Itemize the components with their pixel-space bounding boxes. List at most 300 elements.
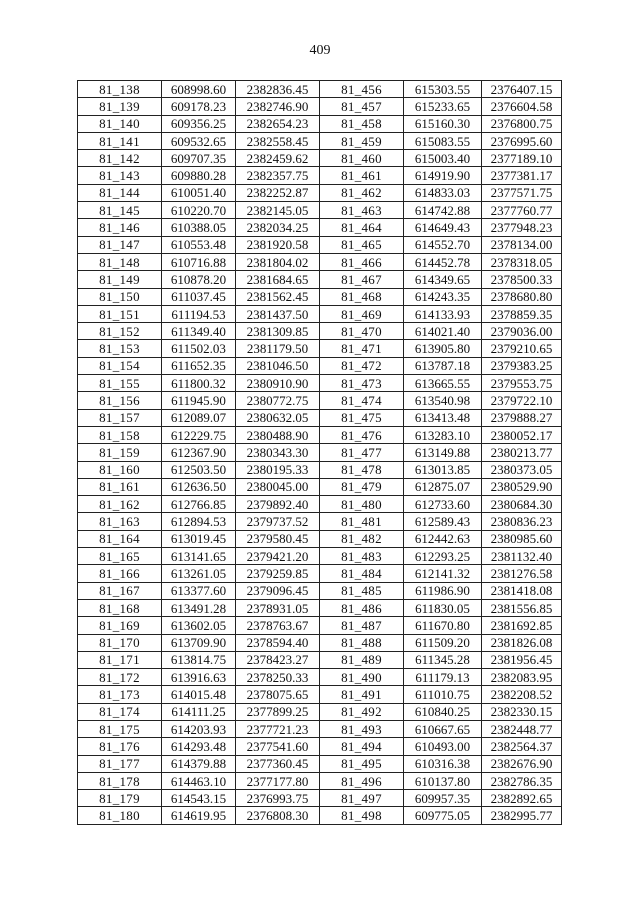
x-coord-left-cell: 613602.05 <box>162 617 236 634</box>
y-coord-left-cell: 2378250.33 <box>236 669 320 686</box>
table-row <box>78 530 562 547</box>
x-coord-left-cell: 611502.03 <box>162 340 236 357</box>
point-id-right-cell: 81_481 <box>320 513 404 530</box>
point-id-right-cell: 81_486 <box>320 599 404 616</box>
x-coord-right-cell: 613787.18 <box>404 357 482 374</box>
y-coord-right-cell: 2376604.58 <box>482 98 562 115</box>
table-row <box>78 565 562 582</box>
y-coord-left-cell: 2381804.02 <box>236 253 320 270</box>
y-coord-left-cell: 2380195.33 <box>236 461 320 478</box>
x-coord-left-cell: 610220.70 <box>162 202 236 219</box>
y-coord-left-cell: 2379259.85 <box>236 565 320 582</box>
table-row <box>78 202 562 219</box>
table-row <box>78 340 562 357</box>
x-coord-right-cell: 609775.05 <box>404 807 482 824</box>
point-id-left-cell: 81_168 <box>78 599 162 616</box>
point-id-right-cell: 81_483 <box>320 548 404 565</box>
point-id-left-cell: 81_147 <box>78 236 162 253</box>
point-id-left-cell: 81_163 <box>78 513 162 530</box>
point-id-right-cell: 81_498 <box>320 807 404 824</box>
point-id-left-cell: 81_172 <box>78 669 162 686</box>
x-coord-left-cell: 612089.07 <box>162 409 236 426</box>
point-id-right-cell: 81_474 <box>320 392 404 409</box>
y-coord-left-cell: 2381562.45 <box>236 288 320 305</box>
y-coord-right-cell: 2379383.25 <box>482 357 562 374</box>
y-coord-right-cell: 2381418.08 <box>482 582 562 599</box>
y-coord-left-cell: 2378075.65 <box>236 686 320 703</box>
point-id-right-cell: 81_490 <box>320 669 404 686</box>
table-row <box>78 323 562 340</box>
y-coord-right-cell: 2376800.75 <box>482 115 562 132</box>
x-coord-left-cell: 608998.60 <box>162 81 236 98</box>
y-coord-left-cell: 2379580.45 <box>236 530 320 547</box>
point-id-left-cell: 81_178 <box>78 772 162 789</box>
table-row <box>78 669 562 686</box>
y-coord-right-cell: 2380213.77 <box>482 444 562 461</box>
y-coord-left-cell: 2378423.27 <box>236 651 320 668</box>
point-id-left-cell: 81_166 <box>78 565 162 582</box>
x-coord-left-cell: 612894.53 <box>162 513 236 530</box>
y-coord-left-cell: 2382357.75 <box>236 167 320 184</box>
x-coord-left-cell: 614619.95 <box>162 807 236 824</box>
point-id-right-cell: 81_461 <box>320 167 404 184</box>
point-id-right-cell: 81_478 <box>320 461 404 478</box>
x-coord-right-cell: 610840.25 <box>404 703 482 720</box>
y-coord-left-cell: 2380343.30 <box>236 444 320 461</box>
table-row <box>78 236 562 253</box>
x-coord-right-cell: 612589.43 <box>404 513 482 530</box>
y-coord-right-cell: 2382676.90 <box>482 755 562 772</box>
y-coord-left-cell: 2378931.05 <box>236 599 320 616</box>
x-coord-right-cell: 615160.30 <box>404 115 482 132</box>
y-coord-right-cell: 2380052.17 <box>482 426 562 443</box>
page-number: 409 <box>309 43 331 58</box>
point-id-left-cell: 81_162 <box>78 496 162 513</box>
coordinate-table <box>77 80 562 825</box>
point-id-right-cell: 81_475 <box>320 409 404 426</box>
point-id-right-cell: 81_470 <box>320 323 404 340</box>
point-id-left-cell: 81_176 <box>78 738 162 755</box>
table-row <box>78 81 562 98</box>
point-id-right-cell: 81_464 <box>320 219 404 236</box>
x-coord-right-cell: 611179.13 <box>404 669 482 686</box>
y-coord-left-cell: 2380772.75 <box>236 392 320 409</box>
y-coord-right-cell: 2377381.17 <box>482 167 562 184</box>
y-coord-right-cell: 2379888.27 <box>482 409 562 426</box>
x-coord-left-cell: 609356.25 <box>162 115 236 132</box>
x-coord-right-cell: 611010.75 <box>404 686 482 703</box>
x-coord-left-cell: 614463.10 <box>162 772 236 789</box>
x-coord-left-cell: 611800.32 <box>162 375 236 392</box>
y-coord-right-cell: 2378500.33 <box>482 271 562 288</box>
y-coord-right-cell: 2378134.00 <box>482 236 562 253</box>
y-coord-right-cell: 2376995.60 <box>482 132 562 149</box>
x-coord-right-cell: 614452.78 <box>404 253 482 270</box>
point-id-right-cell: 81_477 <box>320 444 404 461</box>
point-id-left-cell: 81_169 <box>78 617 162 634</box>
x-coord-left-cell: 612636.50 <box>162 478 236 495</box>
point-id-left-cell: 81_159 <box>78 444 162 461</box>
table-row <box>78 582 562 599</box>
x-coord-left-cell: 611194.53 <box>162 305 236 322</box>
coordinate-table-body <box>78 81 562 825</box>
y-coord-right-cell: 2379210.65 <box>482 340 562 357</box>
point-id-right-cell: 81_473 <box>320 375 404 392</box>
y-coord-right-cell: 2376407.15 <box>482 81 562 98</box>
y-coord-left-cell: 2381684.65 <box>236 271 320 288</box>
point-id-right-cell: 81_496 <box>320 772 404 789</box>
y-coord-left-cell: 2379096.45 <box>236 582 320 599</box>
y-coord-right-cell: 2377189.10 <box>482 150 562 167</box>
table-row <box>78 790 562 807</box>
point-id-left-cell: 81_165 <box>78 548 162 565</box>
x-coord-right-cell: 614649.43 <box>404 219 482 236</box>
table-row <box>78 253 562 270</box>
x-coord-right-cell: 611670.80 <box>404 617 482 634</box>
point-id-left-cell: 81_180 <box>78 807 162 824</box>
y-coord-left-cell: 2379892.40 <box>236 496 320 513</box>
x-coord-right-cell: 614133.93 <box>404 305 482 322</box>
y-coord-right-cell: 2380836.23 <box>482 513 562 530</box>
y-coord-right-cell: 2378318.05 <box>482 253 562 270</box>
y-coord-right-cell: 2382892.65 <box>482 790 562 807</box>
point-id-right-cell: 81_459 <box>320 132 404 149</box>
table-row <box>78 478 562 495</box>
y-coord-right-cell: 2380684.30 <box>482 496 562 513</box>
x-coord-right-cell: 615083.55 <box>404 132 482 149</box>
table-row <box>78 772 562 789</box>
x-coord-left-cell: 610388.05 <box>162 219 236 236</box>
x-coord-right-cell: 613540.98 <box>404 392 482 409</box>
x-coord-right-cell: 611830.05 <box>404 599 482 616</box>
point-id-left-cell: 81_160 <box>78 461 162 478</box>
table-row <box>78 132 562 149</box>
y-coord-left-cell: 2380488.90 <box>236 426 320 443</box>
point-id-left-cell: 81_140 <box>78 115 162 132</box>
x-coord-left-cell: 613491.28 <box>162 599 236 616</box>
y-coord-left-cell: 2382654.23 <box>236 115 320 132</box>
y-coord-left-cell: 2376993.75 <box>236 790 320 807</box>
y-coord-right-cell: 2378680.80 <box>482 288 562 305</box>
x-coord-right-cell: 614742.88 <box>404 202 482 219</box>
table-row <box>78 288 562 305</box>
point-id-left-cell: 81_145 <box>78 202 162 219</box>
x-coord-right-cell: 610316.38 <box>404 755 482 772</box>
point-id-right-cell: 81_479 <box>320 478 404 495</box>
x-coord-left-cell: 610051.40 <box>162 184 236 201</box>
point-id-right-cell: 81_476 <box>320 426 404 443</box>
y-coord-right-cell: 2382330.15 <box>482 703 562 720</box>
y-coord-right-cell: 2377760.77 <box>482 202 562 219</box>
y-coord-right-cell: 2382995.77 <box>482 807 562 824</box>
table-row <box>78 513 562 530</box>
point-id-left-cell: 81_155 <box>78 375 162 392</box>
y-coord-left-cell: 2378594.40 <box>236 634 320 651</box>
y-coord-left-cell: 2382034.25 <box>236 219 320 236</box>
point-id-left-cell: 81_179 <box>78 790 162 807</box>
point-id-right-cell: 81_466 <box>320 253 404 270</box>
x-coord-left-cell: 613019.45 <box>162 530 236 547</box>
x-coord-right-cell: 611509.20 <box>404 634 482 651</box>
y-coord-right-cell: 2379553.75 <box>482 375 562 392</box>
x-coord-right-cell: 613665.55 <box>404 375 482 392</box>
table-row <box>78 617 562 634</box>
y-coord-right-cell: 2379722.10 <box>482 392 562 409</box>
y-coord-left-cell: 2381920.58 <box>236 236 320 253</box>
x-coord-left-cell: 613916.63 <box>162 669 236 686</box>
x-coord-right-cell: 615303.55 <box>404 81 482 98</box>
table-row <box>78 184 562 201</box>
y-coord-left-cell: 2380632.05 <box>236 409 320 426</box>
point-id-left-cell: 81_146 <box>78 219 162 236</box>
x-coord-right-cell: 610137.80 <box>404 772 482 789</box>
point-id-left-cell: 81_142 <box>78 150 162 167</box>
table-row <box>78 703 562 720</box>
point-id-right-cell: 81_493 <box>320 720 404 737</box>
table-row <box>78 219 562 236</box>
y-coord-left-cell: 2381046.50 <box>236 357 320 374</box>
x-coord-left-cell: 613261.05 <box>162 565 236 582</box>
table-row <box>78 392 562 409</box>
x-coord-right-cell: 614021.40 <box>404 323 482 340</box>
point-id-left-cell: 81_141 <box>78 132 162 149</box>
x-coord-right-cell: 611345.28 <box>404 651 482 668</box>
table-row <box>78 98 562 115</box>
x-coord-left-cell: 609880.28 <box>162 167 236 184</box>
y-coord-right-cell: 2382083.95 <box>482 669 562 686</box>
point-id-left-cell: 81_151 <box>78 305 162 322</box>
x-coord-left-cell: 614111.25 <box>162 703 236 720</box>
x-coord-right-cell: 609957.35 <box>404 790 482 807</box>
point-id-right-cell: 81_489 <box>320 651 404 668</box>
x-coord-right-cell: 614243.35 <box>404 288 482 305</box>
y-coord-left-cell: 2379421.20 <box>236 548 320 565</box>
x-coord-left-cell: 612503.50 <box>162 461 236 478</box>
table-row <box>78 375 562 392</box>
x-coord-right-cell: 612141.32 <box>404 565 482 582</box>
point-id-right-cell: 81_495 <box>320 755 404 772</box>
y-coord-left-cell: 2377177.80 <box>236 772 320 789</box>
point-id-right-cell: 81_458 <box>320 115 404 132</box>
x-coord-left-cell: 614293.48 <box>162 738 236 755</box>
point-id-right-cell: 81_480 <box>320 496 404 513</box>
y-coord-right-cell: 2382564.37 <box>482 738 562 755</box>
point-id-right-cell: 81_472 <box>320 357 404 374</box>
table-row <box>78 305 562 322</box>
point-id-right-cell: 81_482 <box>320 530 404 547</box>
point-id-left-cell: 81_148 <box>78 253 162 270</box>
y-coord-left-cell: 2377360.45 <box>236 755 320 772</box>
x-coord-left-cell: 614015.48 <box>162 686 236 703</box>
point-id-left-cell: 81_144 <box>78 184 162 201</box>
point-id-right-cell: 81_494 <box>320 738 404 755</box>
x-coord-left-cell: 612229.75 <box>162 426 236 443</box>
point-id-left-cell: 81_161 <box>78 478 162 495</box>
point-id-right-cell: 81_456 <box>320 81 404 98</box>
table-row <box>78 807 562 824</box>
x-coord-right-cell: 612442.63 <box>404 530 482 547</box>
x-coord-left-cell: 613709.90 <box>162 634 236 651</box>
point-id-right-cell: 81_465 <box>320 236 404 253</box>
point-id-left-cell: 81_177 <box>78 755 162 772</box>
point-id-left-cell: 81_149 <box>78 271 162 288</box>
point-id-right-cell: 81_457 <box>320 98 404 115</box>
x-coord-right-cell: 610493.00 <box>404 738 482 755</box>
x-coord-right-cell: 612733.60 <box>404 496 482 513</box>
point-id-left-cell: 81_174 <box>78 703 162 720</box>
x-coord-left-cell: 613814.75 <box>162 651 236 668</box>
x-coord-left-cell: 614379.88 <box>162 755 236 772</box>
y-coord-right-cell: 2381276.58 <box>482 565 562 582</box>
table-row <box>78 115 562 132</box>
point-id-left-cell: 81_152 <box>78 323 162 340</box>
y-coord-right-cell: 2380985.60 <box>482 530 562 547</box>
y-coord-left-cell: 2380045.00 <box>236 478 320 495</box>
table-row <box>78 755 562 772</box>
y-coord-right-cell: 2378859.35 <box>482 305 562 322</box>
point-id-left-cell: 81_157 <box>78 409 162 426</box>
x-coord-left-cell: 609707.35 <box>162 150 236 167</box>
x-coord-left-cell: 611945.90 <box>162 392 236 409</box>
y-coord-right-cell: 2381956.45 <box>482 651 562 668</box>
point-id-right-cell: 81_463 <box>320 202 404 219</box>
x-coord-left-cell: 614543.15 <box>162 790 236 807</box>
table-row <box>78 426 562 443</box>
y-coord-left-cell: 2377721.23 <box>236 720 320 737</box>
table-row <box>78 496 562 513</box>
table-row <box>78 548 562 565</box>
point-id-right-cell: 81_462 <box>320 184 404 201</box>
point-id-left-cell: 81_153 <box>78 340 162 357</box>
x-coord-right-cell: 610667.65 <box>404 720 482 737</box>
table-row <box>78 599 562 616</box>
table-row <box>78 357 562 374</box>
y-coord-left-cell: 2382558.45 <box>236 132 320 149</box>
y-coord-left-cell: 2378763.67 <box>236 617 320 634</box>
x-coord-left-cell: 609178.23 <box>162 98 236 115</box>
x-coord-right-cell: 612875.07 <box>404 478 482 495</box>
x-coord-right-cell: 611986.90 <box>404 582 482 599</box>
point-id-right-cell: 81_488 <box>320 634 404 651</box>
point-id-left-cell: 81_138 <box>78 81 162 98</box>
point-id-left-cell: 81_167 <box>78 582 162 599</box>
x-coord-left-cell: 611037.45 <box>162 288 236 305</box>
y-coord-right-cell: 2380529.90 <box>482 478 562 495</box>
x-coord-left-cell: 611652.35 <box>162 357 236 374</box>
point-id-right-cell: 81_467 <box>320 271 404 288</box>
x-coord-left-cell: 613377.60 <box>162 582 236 599</box>
point-id-left-cell: 81_170 <box>78 634 162 651</box>
y-coord-left-cell: 2381309.85 <box>236 323 320 340</box>
point-id-right-cell: 81_469 <box>320 305 404 322</box>
y-coord-left-cell: 2376808.30 <box>236 807 320 824</box>
point-id-left-cell: 81_173 <box>78 686 162 703</box>
x-coord-left-cell: 610878.20 <box>162 271 236 288</box>
table-row <box>78 461 562 478</box>
y-coord-right-cell: 2381692.85 <box>482 617 562 634</box>
y-coord-right-cell: 2377571.75 <box>482 184 562 201</box>
y-coord-left-cell: 2381437.50 <box>236 305 320 322</box>
y-coord-right-cell: 2380373.05 <box>482 461 562 478</box>
y-coord-right-cell: 2379036.00 <box>482 323 562 340</box>
x-coord-left-cell: 609532.65 <box>162 132 236 149</box>
point-id-right-cell: 81_485 <box>320 582 404 599</box>
point-id-right-cell: 81_484 <box>320 565 404 582</box>
point-id-left-cell: 81_150 <box>78 288 162 305</box>
table-row <box>78 738 562 755</box>
table-row <box>78 651 562 668</box>
y-coord-right-cell: 2377948.23 <box>482 219 562 236</box>
point-id-left-cell: 81_158 <box>78 426 162 443</box>
y-coord-left-cell: 2377899.25 <box>236 703 320 720</box>
table-row <box>78 409 562 426</box>
y-coord-right-cell: 2381556.85 <box>482 599 562 616</box>
y-coord-right-cell: 2382208.52 <box>482 686 562 703</box>
x-coord-right-cell: 613013.85 <box>404 461 482 478</box>
table-row <box>78 167 562 184</box>
point-id-right-cell: 81_468 <box>320 288 404 305</box>
y-coord-left-cell: 2381179.50 <box>236 340 320 357</box>
x-coord-right-cell: 615003.40 <box>404 150 482 167</box>
table-row <box>78 271 562 288</box>
point-id-left-cell: 81_171 <box>78 651 162 668</box>
x-coord-right-cell: 613283.10 <box>404 426 482 443</box>
x-coord-right-cell: 613905.80 <box>404 340 482 357</box>
point-id-left-cell: 81_175 <box>78 720 162 737</box>
y-coord-left-cell: 2382746.90 <box>236 98 320 115</box>
table-row <box>78 634 562 651</box>
point-id-right-cell: 81_471 <box>320 340 404 357</box>
y-coord-right-cell: 2382448.77 <box>482 720 562 737</box>
y-coord-left-cell: 2382252.87 <box>236 184 320 201</box>
x-coord-left-cell: 610553.48 <box>162 236 236 253</box>
x-coord-right-cell: 614833.03 <box>404 184 482 201</box>
y-coord-right-cell: 2381132.40 <box>482 548 562 565</box>
y-coord-left-cell: 2379737.52 <box>236 513 320 530</box>
x-coord-right-cell: 613413.48 <box>404 409 482 426</box>
point-id-right-cell: 81_492 <box>320 703 404 720</box>
x-coord-left-cell: 612766.85 <box>162 496 236 513</box>
x-coord-right-cell: 613149.88 <box>404 444 482 461</box>
x-coord-left-cell: 612367.90 <box>162 444 236 461</box>
table-row <box>78 150 562 167</box>
y-coord-left-cell: 2380910.90 <box>236 375 320 392</box>
point-id-right-cell: 81_497 <box>320 790 404 807</box>
x-coord-right-cell: 615233.65 <box>404 98 482 115</box>
point-id-right-cell: 81_487 <box>320 617 404 634</box>
point-id-left-cell: 81_156 <box>78 392 162 409</box>
point-id-right-cell: 81_460 <box>320 150 404 167</box>
x-coord-right-cell: 612293.25 <box>404 548 482 565</box>
y-coord-left-cell: 2382459.62 <box>236 150 320 167</box>
table-row <box>78 720 562 737</box>
y-coord-left-cell: 2382836.45 <box>236 81 320 98</box>
x-coord-right-cell: 614349.65 <box>404 271 482 288</box>
table-row <box>78 444 562 461</box>
x-coord-left-cell: 614203.93 <box>162 720 236 737</box>
x-coord-left-cell: 613141.65 <box>162 548 236 565</box>
table-row <box>78 686 562 703</box>
point-id-left-cell: 81_164 <box>78 530 162 547</box>
y-coord-left-cell: 2377541.60 <box>236 738 320 755</box>
point-id-left-cell: 81_139 <box>78 98 162 115</box>
y-coord-right-cell: 2381826.08 <box>482 634 562 651</box>
x-coord-left-cell: 610716.88 <box>162 253 236 270</box>
y-coord-left-cell: 2382145.05 <box>236 202 320 219</box>
x-coord-right-cell: 614919.90 <box>404 167 482 184</box>
y-coord-right-cell: 2382786.35 <box>482 772 562 789</box>
x-coord-left-cell: 611349.40 <box>162 323 236 340</box>
